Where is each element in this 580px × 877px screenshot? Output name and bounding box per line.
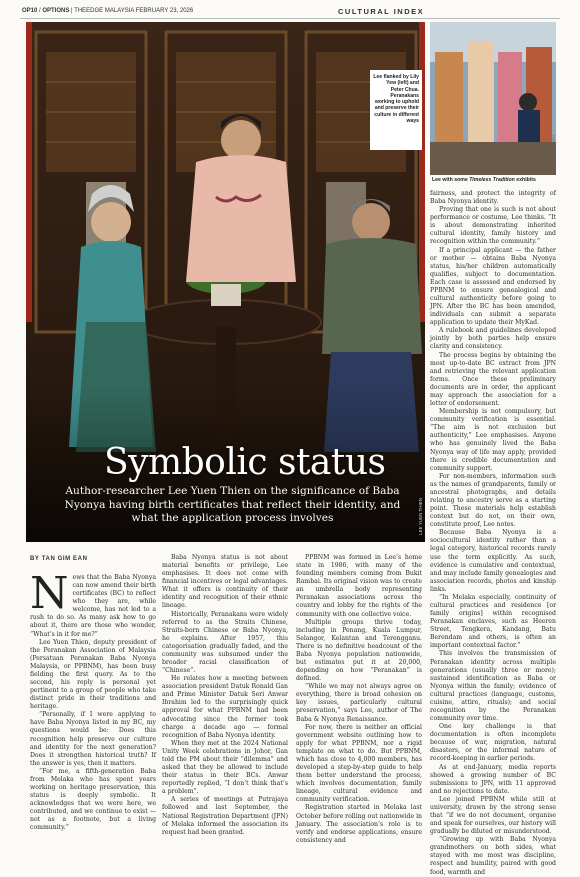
paragraph: Lee joined PPBNM while still at university, drawn by the strong sense that “if we do not document, organise and speak for ourselves, our history will gradually be diluted or misunderstood.	[430, 795, 556, 836]
headline: Symbolic status	[104, 442, 386, 483]
category-label: CULTURAL INDEX	[338, 7, 425, 16]
byline: BY TAN GIM EAN	[30, 556, 88, 562]
paragraph: “For me, a fifth-generation Baba from Melaka who has spent years working on heritage preservation, this status is deeply symbolic. It acknowledges that we were here, we contributed, and we continue to exist — not as a footnote, but a living community.”	[30, 767, 156, 832]
paragraph: For non-members, information such as the names of grandparents, family or ancestral photographs, and details relating to ancestry serve as a starting point. These materials help establish context but do not, on their own, constitute proof, Lee notes.	[430, 472, 556, 529]
deck: Author-researcher Lee Yuen Thien on the significance of Baba Nyonya having birth certificates that reflect their identity, and what the application process involves	[64, 485, 401, 525]
paragraph: Lee Yuen Thien, deputy president of the Peranakan Association of Malaysia (Persatuan Peranakan Baba Nyonya Malaysia, or PPBNM), has been busy fielding the first query. As to the second, his reply is personal yet pertinent to a group of people who take distinct pride in their traditions and heritage.	[30, 638, 156, 711]
issue-date: FEBRUARY 23, 2026	[135, 8, 194, 14]
paragraph: For now, there is neither an official government website outlining how to apply for what PPBNM, nor a rigid template on what to do. But PPBNM, which has close to 4,000 members, has developed a step-by-step guide to help them better understand the process, which involves documentation, family lineage, cultural evidence and community verification.	[296, 723, 422, 804]
header-left: OP10 / OPTIONS | THEEDGE MALAYSIA FEBRUARY 23, 2026	[22, 8, 194, 14]
publication-brand: THEEDGE MALAYSIA	[74, 8, 135, 14]
side-caption-suffix: exhibits	[514, 177, 536, 183]
drop-cap: N	[30, 568, 69, 619]
hero-caption: Lee flanked by Lily Yew (left) and Peter Chua. Peranakans working to uphold and preserve their culture in different ways	[370, 70, 422, 150]
paragraph: Baba Nyonya status is not about material benefits or privilege, Lee emphasises. It does not come with financial incentives or legal advantages. What it offers is continuity of their identity and recognition of their ethnic lineage.	[162, 554, 288, 610]
paragraph: If a principal applicant — the father or mother — obtains Baba Nyonya status, his/her children automatically qualifies, subject to documentation. Each case is assessed and endorsed by PPBNM to ensure genealogical and cultural authenticity before going to JPN. After the BC has been amended, individuals can submit a separate application to update their MyKad.	[430, 246, 556, 327]
paragraph: Because Baba Nyonya is a sociocultural identity rather than a legal category, historical records rarely use the term explicitly. As such, evidence is cumulative and contextual, and may include family genealogies and association records, photos and kinship links.	[430, 529, 556, 593]
side-photo-credit: LEE YUEN THIEN	[551, 135, 556, 168]
paragraph: When they met at the 2024 National Unity Week celebrations in Johor, Gan told the PM about their “dilemma” and asked that they be allowed to include their status in their BCs. Anwar reportedly replied, “I don’t think that’s a problem”.	[162, 739, 288, 796]
photo-credit: LEE YUEN THIEN	[418, 498, 423, 535]
paragraph-text: ews that the Baba Nyonya can now amend their birth certificates (BC) to reflect who they are, while welcome, has not led to a rush to do so. As many ask how to go about it, there are those who wonder, “What’s in it for me?”	[30, 574, 156, 638]
article-column-1	[30, 568, 156, 833]
article-column-3	[296, 554, 422, 845]
paragraph: “In Melaka especially, continuity of cultural practices and residence [or family origins] within recognised Peranakan enclaves, such as Heeren Street, Tengkera, Kandang, Batu Berendam and others, is often an important contextual factor.”	[430, 593, 556, 650]
paragraph: A series of meetings at Putrajaya followed and last September, the National Registration Department (JPN) of Melaka informed the association its request had been granted.	[162, 796, 288, 836]
side-caption	[432, 177, 536, 183]
paragraph: He relates how a meeting between association president Datuk Ronald Gan and Prime Minister Datuk Seri Anwar Ibrahim led to the surprisingly quick approval for what PPBNM had been advocating since the former took charge a decade ago — formal recognition of Baba Nyonya identity.	[162, 675, 288, 739]
paragraph: “Growing up with Baba Nyonya grandmothers on both sides, what stayed with me most was discipline, respect and humility, paired with good food, warmth and	[430, 836, 556, 876]
paragraph: This involves the transmission of Peranakan identity across multiple generations (usually three or more); sustained identification as Baba or Nyonya within the family; evidence of cultural practices (language, customs, cuisine, attire, rituals); and social recognition by the Peranakan community over time.	[430, 650, 556, 723]
paragraph: As at end-January, media reports showed a growing number of BC submissions to JPN, with 11 approved and no rejections to date.	[430, 763, 556, 795]
article-column-4	[430, 190, 556, 877]
paragraph: One key challenge is that documentation is often incomplete because of war, migration, natural disasters, or the informal nature of record-keeping in earlier periods.	[430, 723, 556, 763]
paragraph: A rulebook and guidelines developed jointly by both parties help ensure clarity and consistency.	[430, 327, 556, 351]
paragraph: “While we may not always agree on everything, there is broad cohesion on key issues, particularly cultural preservation,” says Lee, author of The Baba & Nyonya Renaissance.	[296, 683, 422, 723]
side-caption-italic: Timeless Tradition	[469, 177, 515, 183]
paragraph: “Personally, if I were applying to have Baba Nyonya listed in my BC, my questions would be: Does this recognition help preserve our culture and identity for the next generation? Does it strengthen historical truth? If the answer is yes, then it matters.	[30, 711, 156, 767]
paragraph: fairness, and protect the integrity of Baba Nyonya identity.	[430, 190, 556, 206]
paragraph: Registration started in Melaka last October before rolling out nationwide in January. The association’s role is to verify and endorse applications, ensure consistency and	[296, 804, 422, 844]
section-name: OPTIONS	[42, 8, 70, 14]
paragraph: Proving that one is such is not about performance or costume, Lee thinks. “It is about demonstrating inherited cultural identity, family history and recognition within the community.”	[430, 206, 556, 246]
side-caption-prefix: Lee with some	[432, 177, 470, 183]
paragraph: Membership is not compulsory, but community verification is essential. “The aim is not exclusion but authenticity,” Lee emphasises. Anyone who has genuinely lived the Baba Nyonya way of life may apply, provided there is credible documentation and community support.	[430, 408, 556, 472]
page-header	[20, 4, 560, 19]
article-column-2	[162, 554, 288, 837]
page-number: OP10	[22, 8, 38, 14]
paragraph: PPBNM was formed in Lee’s home state in 1986, with many of the founding members coming from Bukit Rambai. Its original vision was to create an umbrella body representing Peranakan associations across the country and lobby for the rights of the community with one collective voice.	[296, 554, 422, 618]
paragraph: The process begins by obtaining the most up-to-date BC extract from JPN and retrieving the relevant application forms. Once these preliminary documents are in order, the applicant may approach the association for a letter of endorsement.	[430, 351, 556, 408]
side-photo	[430, 22, 556, 175]
paragraph: Historically, Peranakans were widely referred to as the Straits Chinese, Straits-born Chinese or Baba Nyonya, he explains. After 1957, this categorisation gradually faded, and the community was subsumed under the broader racial classification of “Chinese”.	[162, 610, 288, 675]
paragraph	[30, 568, 156, 639]
paragraph: Multiple groups thrive today, including in Penang, Kuala Lumpur, Selangor, Kelantan and Terengganu. There is no definitive headcount of the Baba Nyonya population nationwide, but estimates put it at 20,000, depending on how “Peranakan” is defined.	[296, 618, 422, 683]
